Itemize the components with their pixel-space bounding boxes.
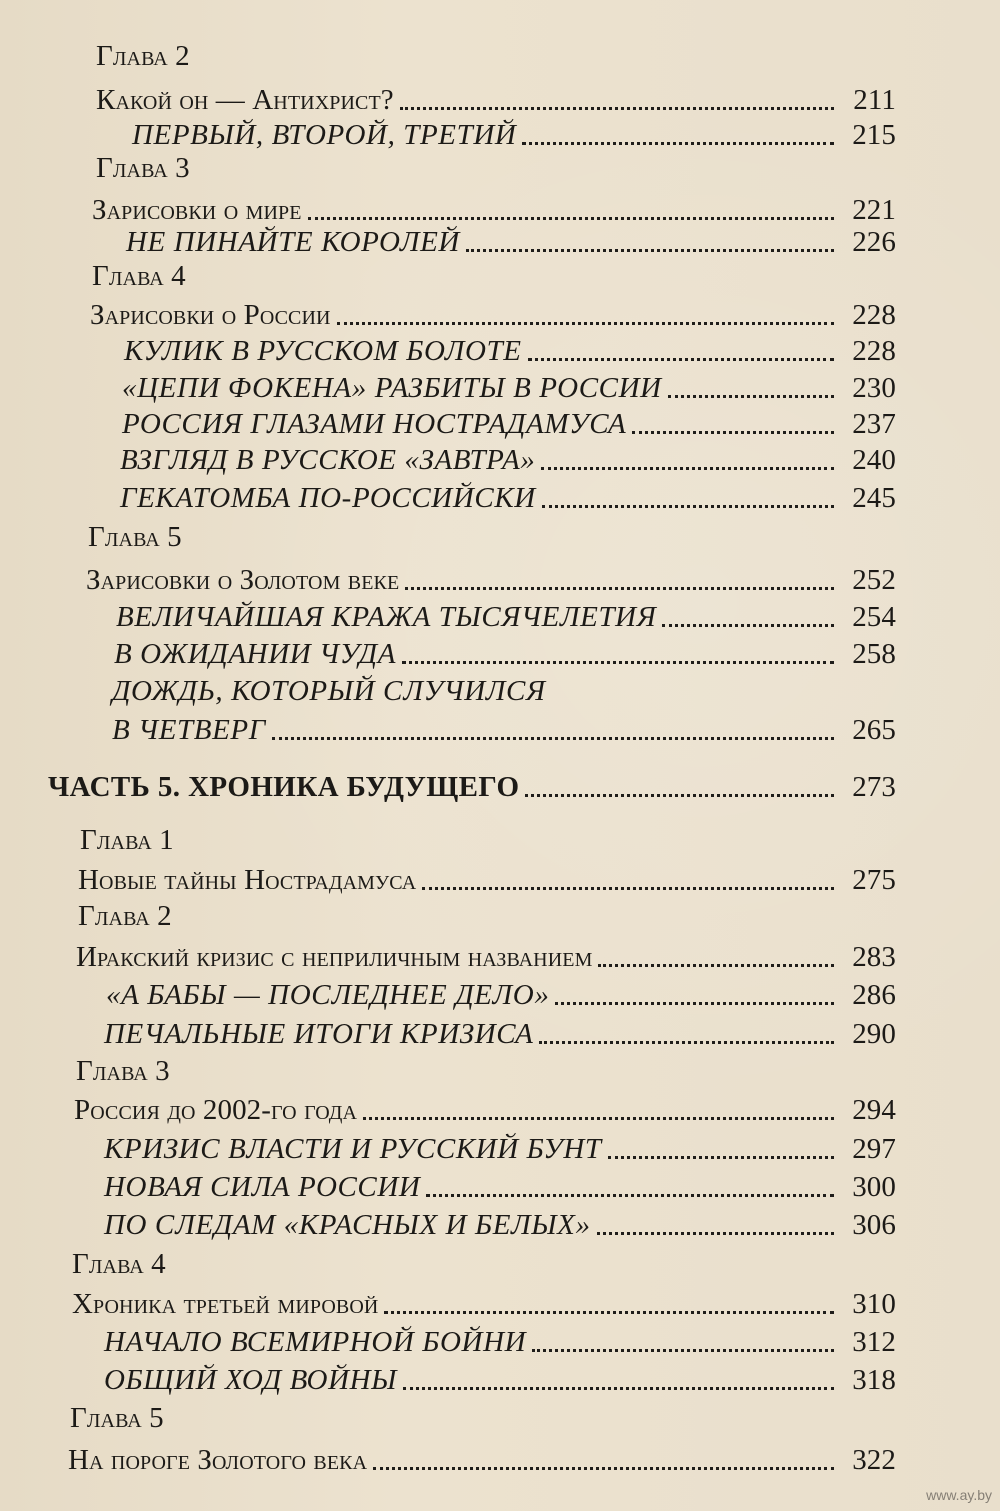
toc-entry-title: ПЕРВЫЙ, ВТОРОЙ, ТРЕТИЙ xyxy=(132,119,517,151)
dot-leader xyxy=(632,431,834,434)
chapter-label xyxy=(88,520,182,554)
toc-entry-title: Россия до 2002-го года xyxy=(74,1094,358,1126)
chapter-label xyxy=(96,39,190,73)
dot-leader xyxy=(384,1311,834,1314)
dot-leader xyxy=(608,1156,834,1159)
page-number: 283 xyxy=(852,941,896,973)
page-number: 245 xyxy=(852,482,896,514)
dot-leader xyxy=(337,322,834,325)
toc-entry-title: Зарисовки о России xyxy=(90,299,331,331)
page-number: 286 xyxy=(852,979,896,1011)
chapter-label-text: Глава 5 xyxy=(70,1402,164,1434)
toc-entry xyxy=(96,83,896,117)
page-number: 215 xyxy=(852,119,896,151)
dot-leader xyxy=(522,142,834,145)
page-number: 294 xyxy=(852,1094,896,1126)
page-number: 240 xyxy=(852,444,896,476)
page-number: 230 xyxy=(852,372,896,404)
toc-entry-title: ПЕЧАЛЬНЫЕ ИТОГИ КРИЗИСА xyxy=(104,1018,534,1050)
toc-entry-title: НОВАЯ СИЛА РОССИИ xyxy=(104,1171,421,1203)
toc-entry xyxy=(114,637,896,671)
toc-entry-title: Новые тайны Нострадамуса xyxy=(78,864,417,896)
toc-entry-first-line xyxy=(112,674,546,708)
dot-leader xyxy=(400,107,834,110)
toc-entry-title: ОБЩИЙ ХОД ВОЙНЫ xyxy=(104,1364,398,1396)
dot-leader xyxy=(363,1117,834,1120)
part-heading xyxy=(48,770,896,804)
toc-entry-title: В ОЖИДАНИИ ЧУДА xyxy=(114,638,397,670)
chapter-label-text: Глава 2 xyxy=(78,900,172,932)
toc-entry-title: Какой он — Антихрист? xyxy=(96,84,394,116)
page-number: 237 xyxy=(852,408,896,440)
page-number: 254 xyxy=(852,601,896,633)
dot-leader xyxy=(539,1041,834,1044)
toc-entry xyxy=(132,118,896,152)
page-number: 265 xyxy=(852,714,896,746)
toc-entry xyxy=(120,481,896,515)
dot-leader xyxy=(422,887,834,890)
dot-leader xyxy=(403,1387,834,1390)
chapter-label-text: Глава 3 xyxy=(96,152,190,184)
chapter-label xyxy=(96,151,190,185)
toc-entry xyxy=(76,940,896,974)
page-number: 322 xyxy=(852,1444,896,1476)
toc-entry xyxy=(90,298,896,332)
chapter-label-text: Глава 3 xyxy=(76,1055,170,1087)
toc-entry xyxy=(106,978,896,1012)
toc-entry-title: На пороге Золотого века xyxy=(68,1444,368,1476)
dot-leader xyxy=(272,737,834,740)
toc-entry-title: «ЦЕПИ ФОКЕНА» РАЗБИТЫ В РОССИИ xyxy=(122,372,662,404)
dot-leader xyxy=(662,624,834,627)
page-number: 318 xyxy=(852,1364,896,1396)
chapter-label-text: Глава 4 xyxy=(72,1248,166,1280)
page-number: 290 xyxy=(852,1018,896,1050)
toc-entry-title: РОССИЯ ГЛАЗАМИ НОСТРАДАМУСА xyxy=(122,408,627,440)
dot-leader xyxy=(541,467,834,470)
dot-leader xyxy=(405,587,834,590)
toc-entry-title: НЕ ПИНАЙТЕ КОРОЛЕЙ xyxy=(126,226,460,258)
toc-entry xyxy=(92,193,896,227)
toc-entry xyxy=(126,225,896,259)
toc-entry xyxy=(104,1325,896,1359)
toc-entry-title: ВЕЛИЧАЙШАЯ КРАЖА ТЫСЯЧЕЛЕТИЯ xyxy=(116,601,657,633)
toc-entry-title: НАЧАЛО ВСЕМИРНОЙ БОЙНИ xyxy=(104,1326,527,1358)
toc-entry-title: ПО СЛЕДАМ «КРАСНЫХ И БЕЛЫХ» xyxy=(104,1209,591,1241)
toc-entry xyxy=(124,334,896,368)
part-title: ЧАСТЬ 5. ХРОНИКА БУДУЩЕГО xyxy=(48,771,520,803)
dot-leader xyxy=(466,249,834,252)
toc-entry-title: ГЕКАТОМБА ПО-РОССИЙСКИ xyxy=(120,482,536,514)
chapter-label-text: Глава 5 xyxy=(88,521,182,553)
page-number: 221 xyxy=(852,194,896,226)
page-number: 310 xyxy=(852,1288,896,1320)
dot-leader xyxy=(528,358,834,361)
toc-entry xyxy=(104,1363,896,1397)
page-number: 275 xyxy=(852,864,896,896)
toc-entry xyxy=(112,713,896,747)
chapter-label xyxy=(76,1054,170,1088)
chapter-label-text: Глава 1 xyxy=(80,824,174,856)
page-number: 211 xyxy=(853,84,896,116)
toc-entry-title: КУЛИК В РУССКОМ БОЛОТЕ xyxy=(124,335,522,367)
toc-entry xyxy=(74,1093,896,1127)
toc-entry xyxy=(104,1208,896,1242)
toc-entry-title: Иракский кризис с неприличным названием xyxy=(76,941,593,973)
page-number: 228 xyxy=(852,299,896,331)
toc-entry-title: «А БАБЫ — ПОСЛЕДНЕЕ ДЕЛО» xyxy=(106,979,550,1011)
chapter-label xyxy=(80,823,174,857)
toc-entry-title: Хроника третьей мировой xyxy=(72,1288,379,1320)
toc-entry xyxy=(78,863,896,897)
toc-entry-title: ВЗГЛЯД В РУССКОЕ «ЗАВТРА» xyxy=(120,444,536,476)
toc-entry xyxy=(122,407,896,441)
toc-entry xyxy=(104,1170,896,1204)
dot-leader xyxy=(598,964,834,967)
page-number: 306 xyxy=(852,1209,896,1241)
dot-leader xyxy=(373,1467,834,1470)
dot-leader xyxy=(542,505,834,508)
toc-entry xyxy=(120,443,896,477)
dot-leader xyxy=(402,661,834,664)
dot-leader xyxy=(525,794,834,797)
toc-entry-title: ДОЖДЬ, КОТОРЫЙ СЛУЧИЛСЯ xyxy=(112,675,546,707)
toc-entry xyxy=(68,1443,896,1477)
toc-entry-title: Зарисовки о мире xyxy=(92,194,302,226)
toc-entry-title: КРИЗИС ВЛАСТИ И РУССКИЙ БУНТ xyxy=(104,1133,602,1165)
chapter-label-text: Глава 4 xyxy=(92,260,186,292)
chapter-label-text: Глава 2 xyxy=(96,40,190,72)
page-number: 300 xyxy=(852,1171,896,1203)
page-number: 228 xyxy=(852,335,896,367)
page-number: 252 xyxy=(852,564,896,596)
chapter-label xyxy=(92,259,186,293)
chapter-label xyxy=(70,1401,164,1435)
toc-entry xyxy=(122,371,896,405)
toc-entry-title: Зарисовки о Золотом веке xyxy=(86,564,400,596)
toc-entry xyxy=(104,1017,896,1051)
toc-entry xyxy=(72,1287,896,1321)
page-number: 297 xyxy=(852,1133,896,1165)
dot-leader xyxy=(308,217,834,220)
chapter-label xyxy=(72,1247,166,1281)
dot-leader xyxy=(597,1232,834,1235)
dot-leader xyxy=(426,1194,834,1197)
toc-entry xyxy=(104,1132,896,1166)
page-number: 258 xyxy=(852,638,896,670)
page-number: 312 xyxy=(852,1326,896,1358)
dot-leader xyxy=(555,1002,834,1005)
toc-entry-title: В ЧЕТВЕРГ xyxy=(112,714,266,746)
dot-leader xyxy=(668,395,834,398)
toc-entry xyxy=(116,600,896,634)
dot-leader xyxy=(532,1349,834,1352)
watermark: www.ay.by xyxy=(926,1487,992,1503)
chapter-label xyxy=(78,899,172,933)
page-number: 226 xyxy=(852,226,896,258)
page-number: 273 xyxy=(852,771,896,803)
toc-entry xyxy=(86,563,896,597)
